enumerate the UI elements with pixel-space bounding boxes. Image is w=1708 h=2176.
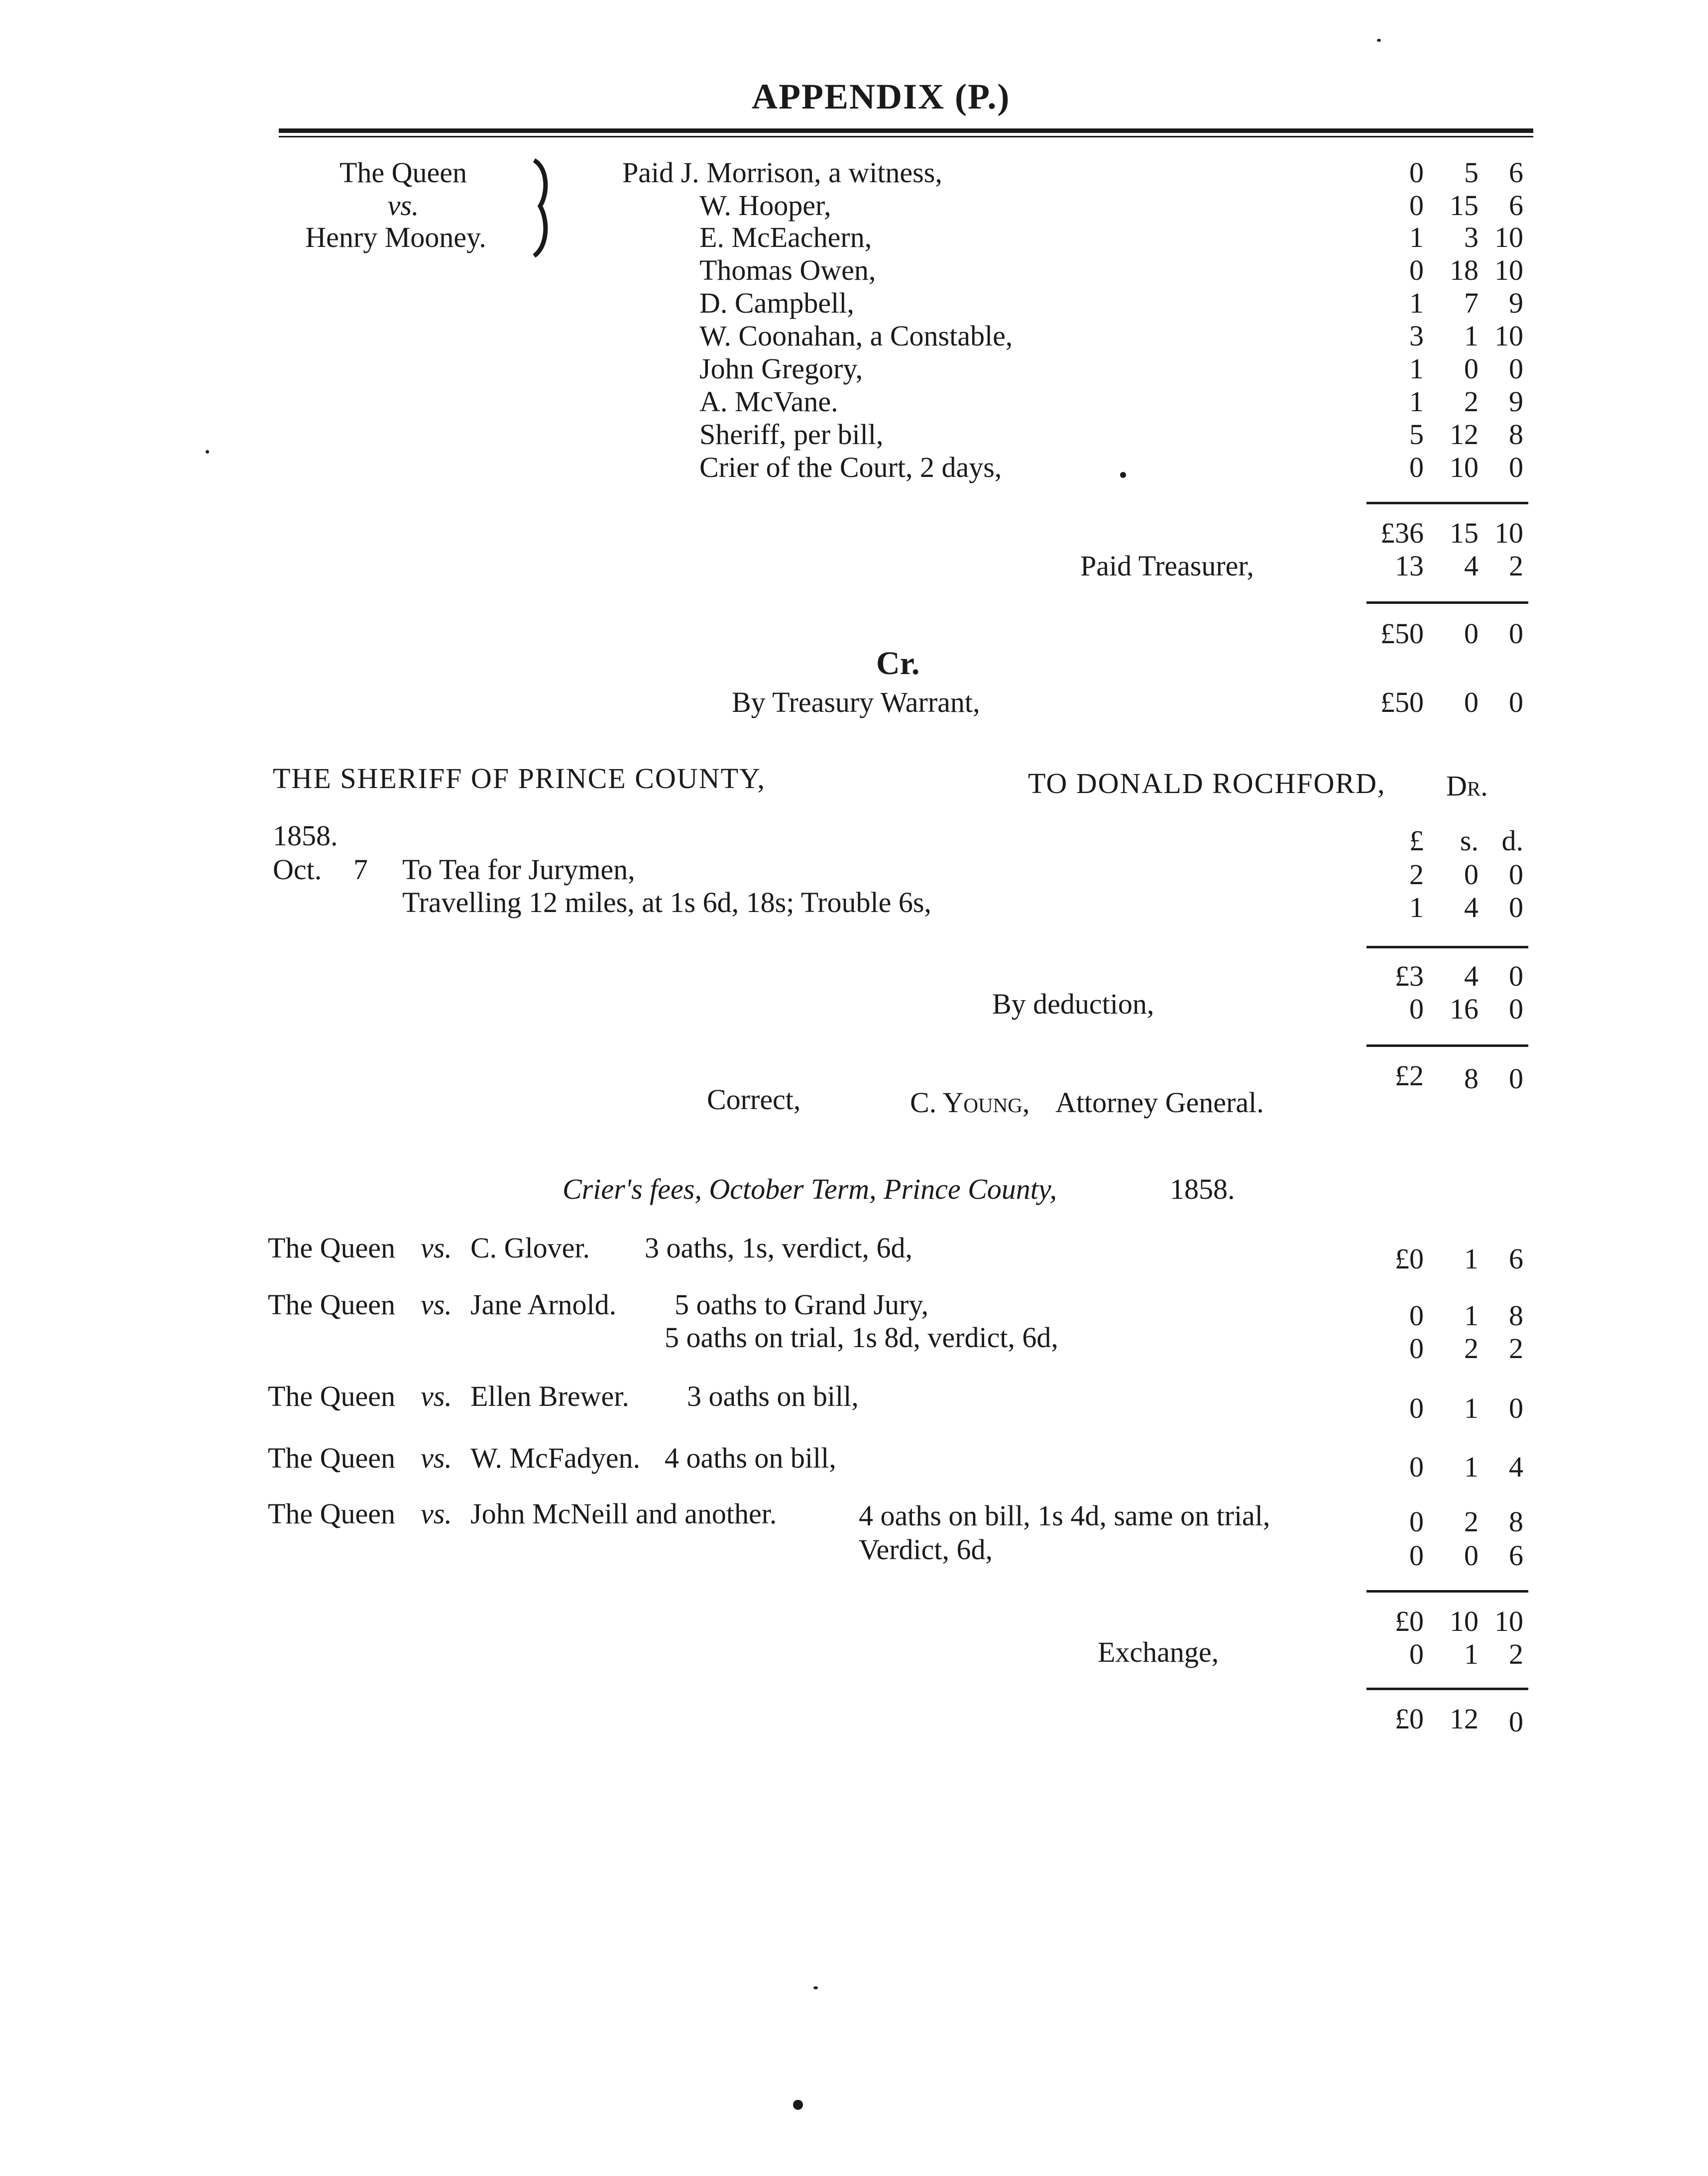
subtotal-pence: 0	[1509, 960, 1523, 992]
subtotal-pounds: £36	[1380, 517, 1424, 549]
case-party: Ellen Brewer.	[470, 1380, 629, 1412]
total-shillings: 12	[1450, 1703, 1479, 1735]
sum-rule	[1366, 601, 1528, 604]
fee-detail: 4 oaths on bill, 1s 4d, same on trial,	[859, 1499, 1270, 1532]
total-pounds: £2	[1395, 1059, 1424, 1092]
amount-pence: 8	[1509, 1299, 1523, 1332]
fee-detail: 4 oaths on bill,	[665, 1442, 836, 1474]
case-name: The Queen	[268, 1232, 396, 1264]
amount-pence: 10	[1494, 221, 1523, 253]
subtotal-shillings: 15	[1450, 517, 1479, 549]
subtotal-shillings: 4	[1464, 960, 1479, 992]
amount-pence: 0	[1509, 451, 1523, 483]
case1-caption-line: Henry Mooney.	[305, 221, 486, 253]
row-label: To Tea for Jurymen,	[402, 853, 635, 886]
amount-shillings: 2	[1464, 1505, 1479, 1538]
amount-shillings: 7	[1464, 287, 1479, 319]
exchange-pence: 2	[1509, 1638, 1523, 1670]
print-speck	[1377, 39, 1381, 42]
row-label: Thomas Owen,	[699, 254, 876, 286]
total-shillings: 0	[1464, 617, 1479, 650]
account-heading-right: TO DONALD ROCHFORD,	[1028, 767, 1386, 800]
col-head-shillings: s.	[1460, 824, 1479, 857]
case-name: The Queen	[268, 1288, 396, 1321]
deduction-shillings: 16	[1450, 993, 1479, 1025]
sum-rule	[1366, 1590, 1528, 1593]
subtotal-shillings: 10	[1450, 1605, 1479, 1637]
amount-pence: 6	[1509, 156, 1523, 189]
amount-pounds: 0	[1409, 1332, 1424, 1365]
deduction-label: By deduction,	[992, 988, 1154, 1020]
case-vs: vs.	[421, 1288, 452, 1321]
col-head-pence: d.	[1501, 824, 1523, 857]
amount-pounds: 1	[1409, 287, 1424, 319]
header-rule-thick	[279, 128, 1533, 133]
amount-shillings: 12	[1450, 418, 1479, 451]
amount-shillings: 0	[1464, 858, 1479, 891]
account-year: 1858.	[273, 819, 338, 852]
header-rule-thin	[279, 136, 1533, 137]
fee-detail: 3 oaths, 1s, verdict, 6d,	[645, 1232, 913, 1264]
correct-label: Correct,	[707, 1083, 801, 1116]
amount-shillings: 1	[1464, 1299, 1479, 1332]
case-vs: vs.	[421, 1380, 452, 1412]
amount-shillings: 10	[1450, 451, 1479, 483]
amount-pence: 9	[1509, 287, 1523, 319]
amount-shillings: 2	[1464, 385, 1479, 418]
amount-shillings: 15	[1450, 189, 1479, 222]
amount-pounds: 2	[1409, 858, 1424, 891]
total-pounds: £50	[1380, 617, 1424, 650]
amount-pounds: 1	[1409, 385, 1424, 418]
case-party: Jane Arnold.	[470, 1288, 617, 1321]
total-pence: 0	[1509, 1062, 1523, 1095]
fee-detail: 5 oaths to Grand Jury,	[675, 1288, 929, 1321]
total-pence: 0	[1509, 1706, 1523, 1738]
account-heading-left: THE SHERIFF OF PRINCE COUNTY,	[273, 762, 766, 795]
case-name: The Queen	[268, 1442, 396, 1474]
case1-brace	[525, 158, 560, 258]
criers-heading: Crier's fees, October Term, Prince County,	[563, 1173, 1057, 1205]
total-shillings: 8	[1464, 1062, 1479, 1095]
row-label: Sheriff, per bill,	[699, 418, 884, 451]
amount-pence: 6	[1509, 189, 1523, 222]
amount-pence: 0	[1509, 891, 1523, 923]
account-heading-dr: Dr.	[1446, 770, 1488, 802]
print-speck	[206, 450, 209, 454]
amount-pounds: 5	[1409, 418, 1424, 451]
cr-pence: 0	[1509, 686, 1523, 718]
row-label: E. McEachern,	[699, 221, 872, 253]
sum-rule	[1366, 1688, 1528, 1690]
amount-pounds: 0	[1409, 1505, 1424, 1538]
amount-shillings: 1	[1464, 1243, 1479, 1275]
amount-pence: 0	[1509, 858, 1523, 891]
case-name: The Queen	[268, 1497, 396, 1530]
signer-title: Attorney General.	[1055, 1086, 1264, 1119]
amount-pence: 8	[1509, 1505, 1523, 1538]
amount-pence: 0	[1509, 1392, 1523, 1424]
row-label: Crier of the Court, 2 days,	[699, 451, 1002, 483]
print-speck	[793, 2100, 803, 2110]
case-party: W. McFadyen.	[470, 1442, 640, 1474]
amount-shillings: 1	[1464, 1392, 1479, 1424]
fee-detail: 5 oaths on trial, 1s 8d, verdict, 6d,	[665, 1321, 1058, 1354]
col-head-pounds: £	[1409, 824, 1424, 857]
amount-pounds: 0	[1409, 1451, 1424, 1483]
cr-shillings: 0	[1464, 686, 1479, 718]
amount-pounds: 0	[1409, 254, 1424, 286]
row-label: W. Coonahan, a Constable,	[699, 320, 1013, 352]
amount-pounds: 0	[1409, 451, 1424, 483]
amount-pounds: 0	[1409, 1392, 1424, 1424]
row-label: Paid J. Morrison, a witness,	[622, 156, 942, 189]
fee-detail: Verdict, 6d,	[859, 1533, 993, 1566]
subtotal-pounds: £0	[1395, 1605, 1424, 1637]
amount-pounds: 0	[1409, 189, 1424, 222]
amount-pounds: 1	[1409, 221, 1424, 253]
subtotal-pounds: £3	[1395, 960, 1424, 992]
deduction-pence: 0	[1509, 993, 1523, 1025]
amount-shillings: 0	[1464, 1539, 1479, 1572]
amount-pounds: 0	[1409, 156, 1424, 189]
case1-caption-line: The Queen	[339, 156, 467, 189]
amount-pence: 9	[1509, 385, 1523, 418]
subtotal-pence: 10	[1494, 517, 1523, 549]
amount-pence: 10	[1494, 254, 1523, 286]
amount-shillings: 0	[1464, 352, 1479, 385]
amount-shillings: 1	[1464, 1451, 1479, 1483]
print-speck	[1120, 472, 1126, 478]
amount-pence: 10	[1494, 320, 1523, 352]
amount-pounds: 1	[1409, 891, 1424, 923]
case-party: John McNeill and another.	[470, 1497, 777, 1530]
cr-heading: Cr.	[876, 645, 920, 682]
cr-pounds: £50	[1380, 686, 1424, 718]
case-vs: vs.	[421, 1497, 452, 1530]
row-label: W. Hooper,	[699, 189, 831, 222]
total-pence: 0	[1509, 617, 1523, 650]
amount-shillings: 4	[1464, 891, 1479, 923]
amount-pence: 6	[1509, 1539, 1523, 1572]
amount-pounds: 0	[1409, 1539, 1424, 1572]
amount-pounds: 1	[1409, 352, 1424, 385]
amount-pence: 6	[1509, 1243, 1523, 1275]
subtotal-pence: 10	[1494, 1605, 1523, 1637]
criers-heading-year: 1858.	[1170, 1173, 1235, 1205]
row-label: D. Campbell,	[699, 287, 854, 319]
amount-pounds: 0	[1409, 1299, 1424, 1332]
paid-treasurer-pence: 2	[1509, 550, 1523, 582]
sum-rule	[1366, 946, 1528, 948]
paid-treasurer-shillings: 4	[1464, 550, 1479, 582]
row-label: A. McVane.	[699, 385, 838, 418]
exchange-label: Exchange,	[1098, 1636, 1219, 1668]
case-party: C. Glover.	[470, 1232, 590, 1264]
fee-detail: 3 oaths on bill,	[687, 1380, 859, 1412]
deduction-pounds: 0	[1409, 993, 1424, 1025]
amount-shillings: 2	[1464, 1332, 1479, 1365]
exchange-shillings: 1	[1464, 1638, 1479, 1670]
amount-pounds: 3	[1409, 320, 1424, 352]
amount-shillings: 1	[1464, 320, 1479, 352]
row-label: Travelling 12 miles, at 1s 6d, 18s; Trouble 6s,	[402, 886, 931, 918]
total-pounds: £0	[1395, 1703, 1424, 1735]
case-name: The Queen	[268, 1380, 396, 1412]
paid-treasurer-pounds: 13	[1395, 550, 1424, 582]
amount-pounds: £0	[1395, 1243, 1424, 1275]
amount-pence: 8	[1509, 418, 1523, 451]
amount-pence: 2	[1509, 1332, 1523, 1365]
print-speck	[813, 1986, 818, 1989]
sum-rule	[1366, 502, 1528, 504]
exchange-pounds: 0	[1409, 1638, 1424, 1670]
paid-treasurer-label: Paid Treasurer,	[1080, 550, 1254, 582]
row-day: 7	[353, 853, 368, 886]
amount-shillings: 3	[1464, 221, 1479, 253]
case-vs: vs.	[421, 1442, 452, 1474]
amount-pence: 4	[1509, 1451, 1523, 1483]
amount-pence: 0	[1509, 352, 1523, 385]
cr-label: By Treasury Warrant,	[732, 686, 980, 718]
amount-shillings: 18	[1450, 254, 1479, 286]
sum-rule	[1366, 1044, 1528, 1047]
case-vs: vs.	[421, 1232, 452, 1264]
page-title: APPENDIX (P.)	[752, 77, 1011, 116]
amount-shillings: 5	[1464, 156, 1479, 189]
signer-name: C. Young,	[910, 1086, 1030, 1119]
row-month: Oct.	[273, 853, 322, 886]
row-label: John Gregory,	[699, 352, 863, 385]
case1-caption-line: vs.	[387, 189, 419, 222]
